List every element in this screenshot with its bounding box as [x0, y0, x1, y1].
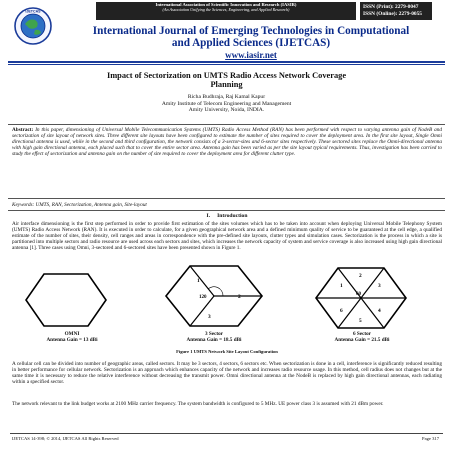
three-sector-label-1: 1 — [197, 278, 200, 284]
three-sector-angle: 120 — [199, 295, 207, 300]
three-sector-gain: Antenna Gain = 18.5 dBi — [186, 337, 242, 343]
intro-paragraph-3: The network relevant to the link budget works at 2100 MHz carrier frequency. The system bandwidth is configured to 5 MHz. UE power class 3 is assumed with 21 dBm power. — [12, 401, 384, 407]
omni-hexagon — [26, 274, 106, 326]
figure-caption: Figure 1 UMTS Network Site Layout Configuration — [176, 349, 278, 354]
author-names: Richa Budhraja, Raj Kamal Kapur — [187, 94, 266, 100]
section-heading-introduction: I. Introduction — [206, 213, 248, 219]
six-sector-diagram — [316, 268, 406, 328]
journal-logo — [13, 6, 53, 46]
omni-gain: Antenna Gain = 13 dBi — [46, 337, 98, 343]
abstract-rule-bottom — [8, 198, 445, 199]
journal-title — [56, 25, 446, 49]
omni-label: OMNI — [64, 331, 80, 337]
three-sector-caption — [162, 331, 266, 343]
six-sector-label-6: 6 — [340, 308, 343, 314]
abstract — [12, 127, 442, 157]
intro-paragraph-1: Air interface dimensioning is the first step performed in order to provide first estimation of the sites volumes which has to be taken into account when deploying Universal Mobile Telephony System (UMTS) Radio Access Network (RAN). It is executed in order to calculate, for a given geographical network area and a defined minimum quality of service to be guaranteed at the cell edge, a qualified estimate of the number of sites, their density, cell ranges and areas in correspondence with the pre-defined site layouts, clutter types and simulation cases. Sectorization is the process in which a site is partitioned into multiple sectors and radio resource are used across each sectors and sites, which increases the network capacity of system and service coverage is also increased using high gain directional antenna [1]. Three cases using Omni, 3-sectored and 6-sectored sites have been presented shown in Figure 1. — [12, 221, 442, 252]
keywords-label: Keywords: — [12, 202, 35, 208]
three-sector-diagram — [166, 266, 262, 326]
six-sector-angle: 60 — [356, 292, 361, 297]
author-block — [60, 94, 393, 114]
issn-online: ISSN (Online): 2279-0055 — [363, 11, 423, 17]
abstract-text: In this paper, dimensioning of Universal Mobile Telecommunication Systems (UMTS) Radio Access Method (RAN) has been performed with respect to varying antenna gain of NodeB and sectorization of site layout of network sites. Three different site layouts have been configured to estimate the number of sites required to cover the deployment area. In the first site layout, Single Omni directional antenna is used, while in the second and third configuration, the network consists of a 3-sector-sites and 6-sector sites respectively. These sectored sites replace the Omni-directional antenna with high gain directional antenna, each placed such that to cover the entire sector area. Antenna gain has been varied as per the site layout typical requirements. Thus, investigation has been carried to study the effect of sectorization and antenna gain on the number of site required to cover the deployment area for different clutter type. — [12, 127, 442, 158]
six-sector-label-5: 5 — [359, 318, 362, 324]
abstract-label: Abstract: — [12, 127, 34, 133]
keywords — [12, 202, 442, 208]
association-tagline: (An Association Unifying the Sciences, Engineering, and Applied Research) — [162, 6, 290, 12]
journal-title-line1: International Journal of Emerging Technologies in Computational — [92, 25, 410, 37]
paper-title — [60, 71, 393, 89]
association-bar — [96, 2, 356, 20]
intro-paragraph-2: A cellular cell can be divided into number of geographic areas, called sectors. It may be 3 sectors, 4 sectors, 6 sectors etc. When sectorization is done in a cell, interference is significantly reduced resulting in better performance for cellular network. Sectorization is an approach which enhances capacity of the network and increases radio resource usage. In this method, cell radius does not changes but at the same time it is necessary to reduce the relative interference without decreasing the transmit power. Omni directional antenna at the NodeB is replaced by high gain directional antennas, each radiating within a specified sector. — [12, 361, 442, 386]
six-sector-label: 6 Sector — [352, 331, 371, 337]
journal-title-line2: and Applied Sciences (IJETCAS) — [171, 37, 331, 49]
issn-print: ISSN (Print): 2279-0047 — [363, 4, 419, 10]
six-sector-gain: Antenna Gain = 21.5 dBi — [334, 337, 390, 343]
header-rule-thin — [8, 64, 445, 65]
journal-website-link[interactable]: www.iasir.net — [225, 50, 277, 60]
six-sector-label-2: 2 — [359, 273, 362, 279]
keywords-text: UMTS, RAN, Sectorization, Antenna gain, Site-layout — [34, 202, 147, 208]
header-rule — [8, 61, 445, 63]
abstract-rule-top — [8, 124, 445, 125]
six-sector-caption — [310, 331, 414, 343]
footer-copyright: IJETCAS 14-398; © 2014, IJETCAS All Rights Reserved — [12, 436, 119, 441]
three-sector-label: 3 Sector — [204, 331, 223, 337]
paper-title-line2: Planning — [210, 80, 243, 90]
author-university: Amity University, Noida, INDIA. — [188, 107, 265, 114]
logo-text: IJETCAS — [25, 9, 41, 14]
footer-page-number: Page 317 — [422, 436, 439, 441]
footer-rule — [10, 433, 443, 434]
three-sector-label-2: 2 — [238, 294, 241, 300]
six-sector-label-1: 1 — [340, 283, 343, 289]
six-sector-label-4: 4 — [378, 308, 381, 314]
association-name: International Association of Scientific Innovation and Research (IASIR) — [155, 2, 297, 7]
author-affiliation: Amity Institute of Telecom Engineering and Management — [161, 100, 292, 107]
six-sector-label-3: 3 — [378, 283, 381, 289]
paper-title-line1: Impact of Sectorization on UMTS Radio Access Network Coverage — [106, 71, 347, 80]
three-sector-label-3: 3 — [208, 314, 211, 320]
issn-box — [360, 2, 432, 20]
omni-caption — [22, 331, 122, 343]
keywords-rule — [8, 210, 445, 211]
